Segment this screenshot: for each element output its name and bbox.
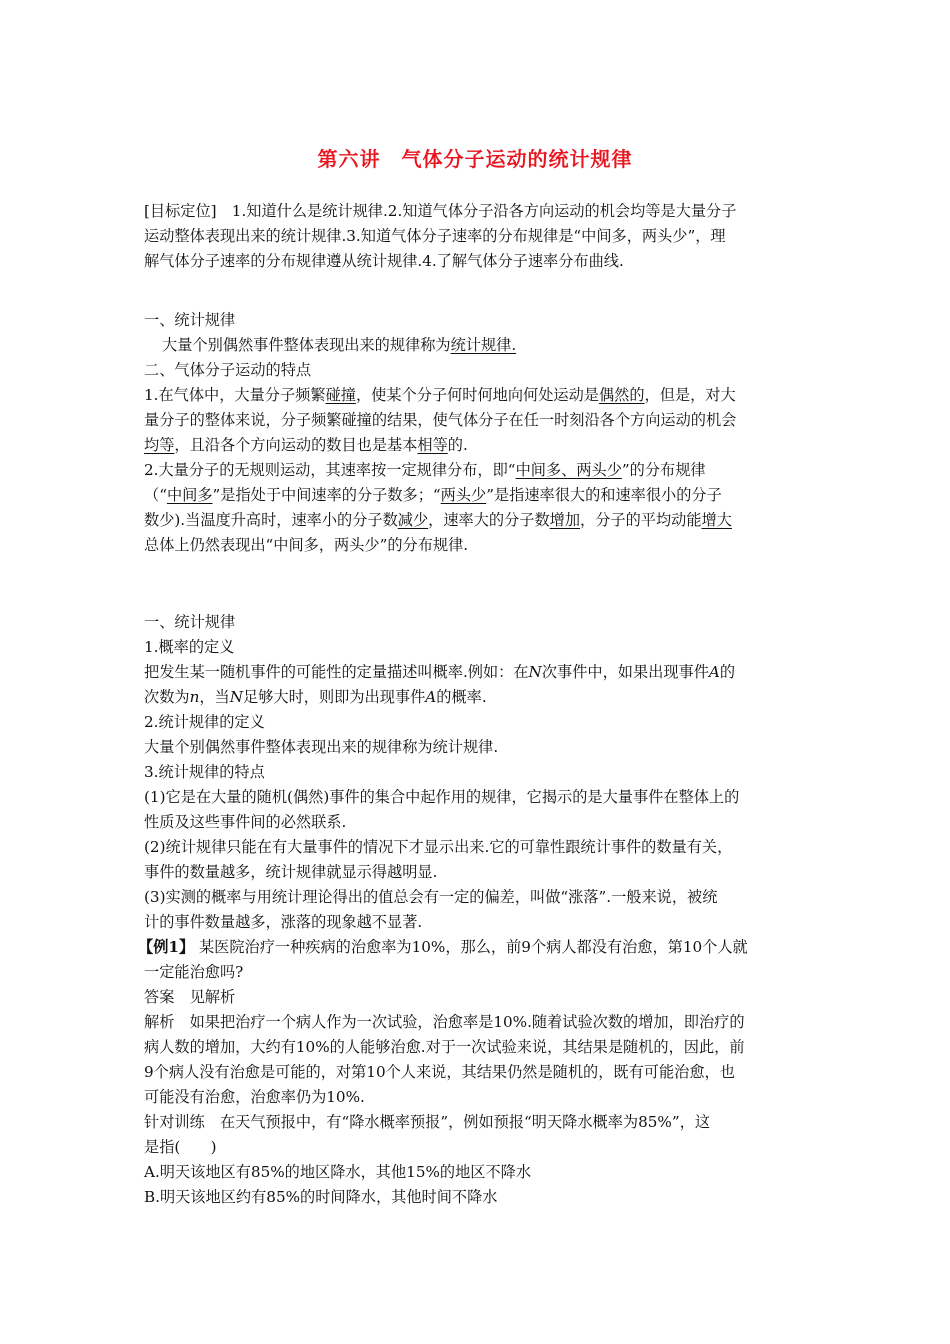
text: 次数为 — [144, 688, 190, 706]
paragraph-line: 量分子的整体来说，分子频繁碰撞的结果，使气体分子在任一时刻沿各个方向运动的机会 — [144, 411, 737, 429]
text: ”是指速率很大的和速率很小的分子 — [486, 486, 722, 504]
text: （“ — [144, 486, 167, 504]
paragraph-line — [144, 483, 808, 508]
example-question-line — [138, 935, 802, 960]
paragraph — [144, 333, 808, 358]
variable-A: A — [708, 663, 720, 681]
section-heading: 一、统计规律 — [144, 311, 236, 329]
paragraph-line — [144, 458, 808, 483]
text: 2.大量分子的无规则运动，其速率按一定规律分布，即“ — [144, 461, 516, 479]
text: 足够大时，则即为出现事件 — [243, 688, 426, 706]
underlined-answer: 统计规律. — [450, 336, 517, 354]
analysis-line: 9个病人没有治愈是可能的，对第10个人来说，其结果仍然是随机的，既有可能治愈，也 — [144, 1063, 735, 1081]
lesson-section — [144, 610, 808, 935]
underlined-answer: 增大 — [701, 511, 732, 529]
example-body — [144, 960, 808, 1210]
section-heading: 一、统计规律 — [144, 613, 236, 631]
text: ，当 — [199, 688, 230, 706]
objectives-block — [144, 199, 808, 274]
underlined-answer: 偶然的 — [598, 386, 645, 404]
paragraph-line: (2)统计规律只能在有大量事件的情况下才显示出来.它的可靠性跟统计事件的数量有关， — [144, 838, 733, 856]
text: ，但是，对大 — [644, 386, 736, 404]
variable-A: A — [425, 688, 437, 706]
text: 大量个别偶然事件整体表现出来的规律称为 — [162, 336, 451, 354]
example-block — [138, 935, 802, 960]
section-heading: 二、气体分子运动的特点 — [144, 361, 312, 379]
underlined-answer: 碰撞 — [325, 386, 356, 404]
text: 的 — [719, 663, 736, 681]
text: 次事件中，如果出现事件 — [541, 663, 709, 681]
practice-question-line: 是指( ) — [144, 1138, 217, 1156]
paragraph-line: (1)它是在大量的随机(偶然)事件的集合中起作用的规律，它揭示的是大量事件在整体上的 — [144, 788, 740, 806]
preview-section — [144, 308, 808, 558]
paragraph-line — [144, 508, 808, 533]
objectives-line: 解气体分子速率的分布规律遵从统计规律.4.了解气体分子速率分布曲线. — [144, 252, 624, 270]
paragraph-line: (3)实测的概率与用统计理论得出的值总会有一定的偏差，叫做“涨落”.一般来说，被统 — [144, 888, 718, 906]
subsection-heading: 1.概率的定义 — [144, 638, 235, 656]
underlined-answer: 中间多、两头少 — [515, 461, 622, 479]
text: 的. — [447, 436, 468, 454]
objectives-line: 运动整体表现出来的统计规律.3.知道气体分子速率的分布规律是“中间多，两头少”，理 — [144, 227, 726, 245]
variable-N: N — [528, 663, 542, 681]
option-a: A.明天该地区有85%的地区降水，其他15%的地区不降水 — [144, 1163, 532, 1181]
example-tag: 【例1】 — [138, 938, 195, 956]
paragraph-line: 大量个别偶然事件整体表现出来的规律称为统计规律. — [144, 738, 499, 756]
text: 的概率. — [436, 688, 487, 706]
paragraph-line: 计的事件数量越多，涨落的现象越不显著. — [144, 913, 423, 931]
underlined-answer: 减少 — [397, 511, 429, 529]
text: 某医院治疗一种疾病的治愈率为10%，那么，前9个病人都没有治愈，第10个人就 — [194, 938, 748, 956]
page-title: 第六讲 气体分子运动的统计规律 — [317, 147, 633, 171]
text: ，速率大的分子数 — [428, 511, 550, 529]
underlined-answer: 增加 — [549, 511, 581, 529]
analysis-line: 可能没有治愈，治愈率仍为10%. — [144, 1088, 365, 1106]
paragraph-line — [144, 685, 808, 710]
text: 1.在气体中，大量分子频繁 — [144, 386, 326, 404]
text: ”的分布规律 — [621, 461, 706, 479]
underlined-answer: 相等 — [417, 436, 448, 454]
variable-n: n — [189, 688, 200, 706]
paragraph-line — [144, 660, 808, 685]
text: ，且沿各个方向运动的数目也是基本 — [174, 436, 418, 454]
paragraph-line: 事件的数量越多，统计规律就显示得越明显. — [144, 863, 438, 881]
subsection-heading: 3.统计规律的特点 — [144, 763, 265, 781]
paragraph-line — [144, 433, 808, 458]
practice-question-line: 针对训练 在天气预报中，有“降水概率预报”，例如预报“明天降水概率为85%”，这 — [144, 1113, 711, 1131]
paragraph-line: 性质及这些事件间的必然联系. — [144, 813, 347, 831]
analysis-line: 病人数的增加，大约有10%的人能够治愈.对于一次试验来说，其结果是随机的，因此，前 — [144, 1038, 745, 1056]
variable-N: N — [229, 688, 244, 706]
paragraph-line: 总体上仍然表现出“中间多，两头少”的分布规律. — [144, 536, 469, 554]
subsection-heading: 2.统计规律的定义 — [144, 713, 265, 731]
underlined-answer: 中间多 — [166, 486, 213, 504]
text: ”是指处于中间速率的分子数多；“ — [212, 486, 441, 504]
paragraph-line — [144, 383, 808, 408]
answer-line: 答案 见解析 — [144, 988, 236, 1006]
option-b: B.明天该地区约有85%的时间降水，其他时间不降水 — [144, 1188, 498, 1206]
objectives-line: [目标定位] 1.知道什么是统计规律.2.知道气体分子沿各方向运动的机会均等是大量分子 — [144, 202, 737, 220]
underlined-answer: 两头少 — [440, 486, 487, 504]
text: 数少).当温度升高时，速率小的分子数 — [144, 511, 398, 529]
example-question-line: 一定能治愈吗? — [144, 963, 244, 981]
text: 把发生某一随机事件的可能性的定量描述叫概率.例如：在 — [144, 663, 529, 681]
text: ，使某个分子何时何地向何处运动是 — [355, 386, 599, 404]
underlined-answer: 均等 — [144, 436, 175, 454]
text: ，分子的平均动能 — [580, 511, 702, 529]
analysis-line: 解析 如果把治疗一个病人作为一次试验，治愈率是10%.随着试验次数的增加，即治疗的 — [144, 1013, 745, 1031]
